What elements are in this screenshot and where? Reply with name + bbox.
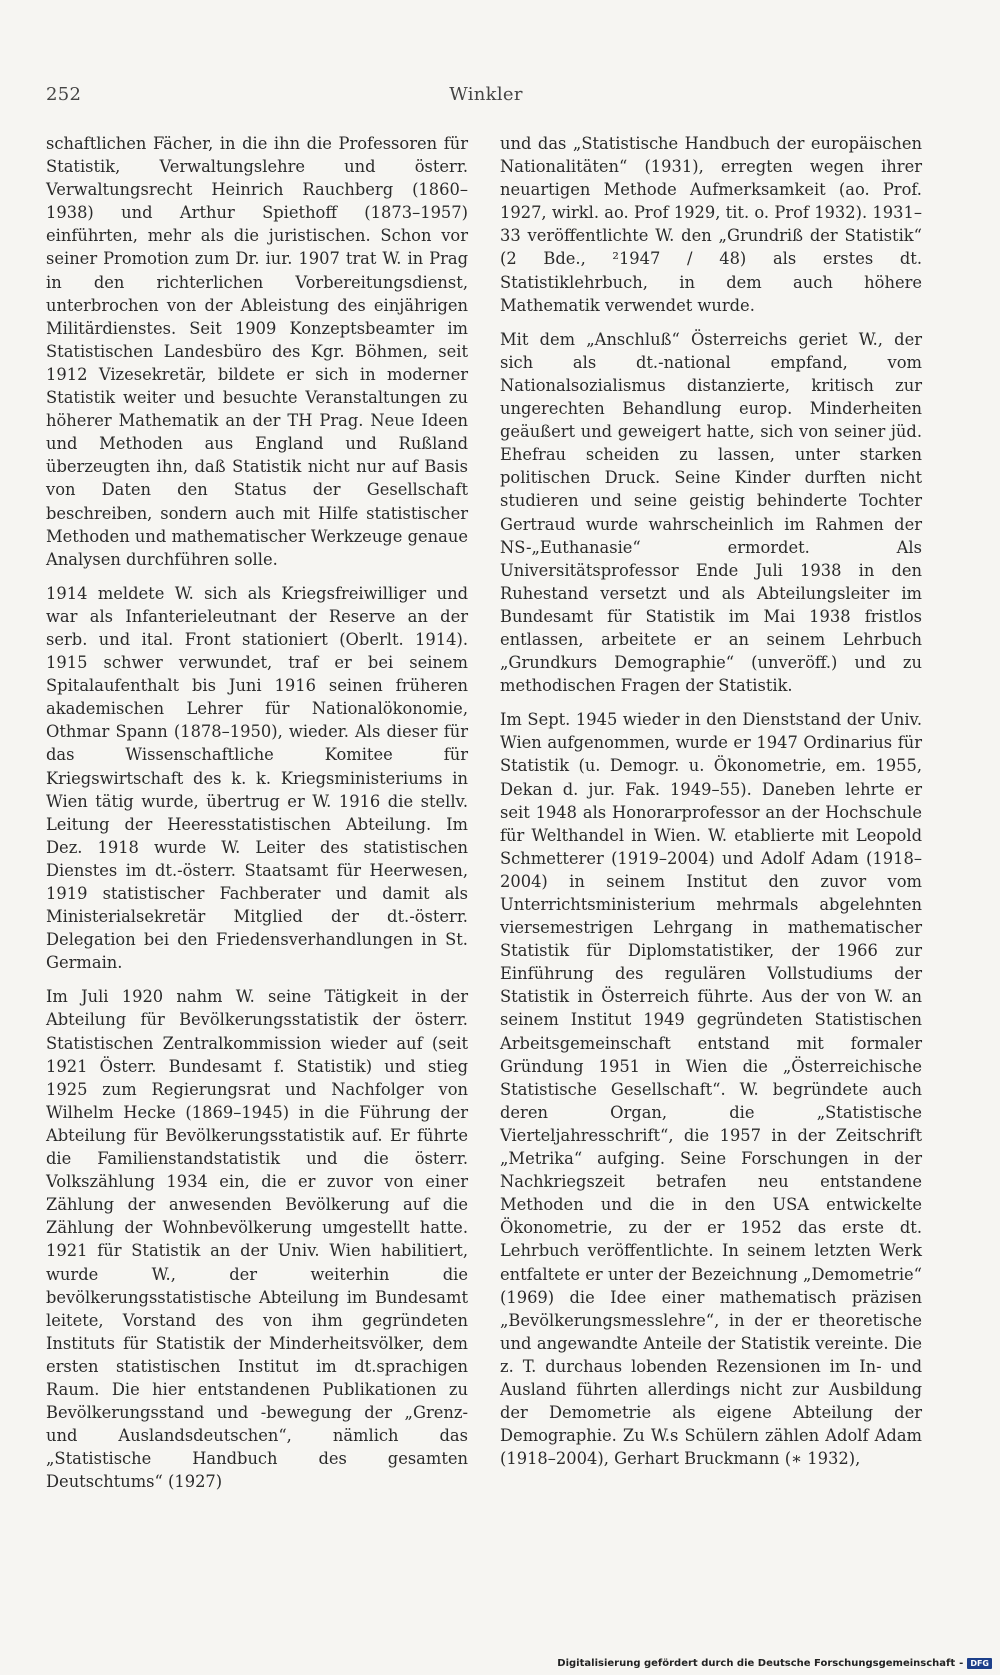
right-column xyxy=(500,132,922,1481)
page-header xyxy=(46,84,926,108)
paragraph: Im Sept. 1945 wieder in den Dienststand der Univ. Wien aufgenommen, wurde er 1947 Ordinarius für Statistik (u. Demogr. u. Ökonometrie, em. 1955, Dekan d. jur. Fak. 1949–55). Daneben lehrte er seit 1948 als Honorarprofessor an der Hochschule für Welthandel in Wien. W. etablierte mit Leopold Schmetterer (1919–2004) und Adolf Adam (1918–2004) in seinem Institut den zuvor vom Unterrichtsministerium mehrmals abgelehnten viersemestrigen Lehrgang in mathematischer Statistik für Diplomstatistiker, der 1966 zur Einführung des regulären Vollstudiums der Statistik in Österreich führte. Aus der von W. an seinem Institut 1949 gegründeten Statistischen Arbeitsgemeinschaft entstand mit formaler Gründung 1951 in Wien die „Österreichische Statistische Gesellschaft“. W. begründete auch deren Organ, die „Statistische Vierteljahresschrift“, die 1957 in der Zeitschrift „Metrika“ aufging. Seine Forschungen in der Nachkriegszeit betrafen neu entstandene Methoden und die in den USA entwickelte Ökonometrie, zu der er 1952 das erste dt. Lehrbuch veröffentlichte. In seinem letzten Werk entfaltete er unter der Bezeichnung „Demometrie“ (1969) die Idee einer mathematisch präzisen „Bevölkerungsmesslehre“, in der er theoretische und angewandte Anteile der Statistik vereinte. Die z. T. durchaus lobenden Rezensionen im In- und Ausland führten allerdings nicht zur Ausbildung der Demometrie als eigene Abteilung der Demographie. Zu W.s Schülern zählen Adolf Adam (1918–2004), Gerhart Bruckmann (∗ 1932), xyxy=(500,710,922,1469)
left-column xyxy=(46,132,468,1504)
page-number: 252 xyxy=(46,84,82,105)
footer-text: Digitalisierung gefördert durch die Deutsche Forschungsgemeinschaft xyxy=(557,1658,956,1669)
digitization-footer: Digitalisierung gefördert durch die Deutsche Forschungsgemeinschaft - DFG xyxy=(557,1658,992,1669)
paragraph: 1914 meldete W. sich als Kriegsfreiwilliger und war als Infanterieleutnant der Reserve an der serb. und ital. Front stationiert (Oberlt. 1914). 1915 schwer verwundet, traf er bei seinem Spitalaufenthalt bis Juni 1916 seinen früheren akademischen Lehrer für Nationalökonomie, Othmar Spann (1878–1950), wieder. Als dieser für das Wissenschaftliche Komitee für Kriegswirtschaft des k. k. Kriegsministeriums in Wien tätig wurde, übertrug er W. 1916 die stellv. Leitung der Heeresstatistischen Abteilung. Im Dez. 1918 wurde W. Leiter des statistischen Dienstes im dt.-österr. Staatsamt für Heerwesen, 1919 statistischer Fachberater und damit als Ministerialsekretär Mitglied der dt.-österr. Delegation bei den Friedensverhandlungen in St. Germain. xyxy=(46,583,468,973)
paragraph: Im Juli 1920 nahm W. seine Tätigkeit in der Abteilung für Bevölkerungsstatistik der österr. Statistischen Zentralkommission wieder auf (seit 1921 Österr. Bundesamt f. Statistik) und stieg 1925 zum Regierungsrat und Nachfolger von Wilhelm Hecke (1869–1945) in die Führung der Abteilung für Bevölkerungsstatistik auf. Er führte die Familienstandstatistik und die österr. Volkszählung 1934 ein, die er zuvor von einer Zählung der anwesenden Bevölkerung auf die Zählung der Wohnbevölkerung umgestellt hatte. 1921 für Statistik an der Univ. Wien habilitiert, wurde W., der weiterhin die bevölkerungsstatistische Abteilung im Bundesamt leitete, Vorstand des von ihm gegründeten Instituts für Statistik der Minderheitsvölker, dem ersten statistischen Institut im dt.sprachigen Raum. Die hier entstandenen Publikationen zu Bevölkerungsstand und -bewegung der „Grenz- und Auslandsdeutschen“, nämlich das „Statistische Handbuch des gesamten Deutschtums“ (1927) xyxy=(46,987,468,1492)
paragraph: Mit dem „Anschluß“ Österreichs geriet W., der sich als dt.-national empfand, vom Nationalsozialismus distanzierte, kritisch zur ungerechten Behandlung europ. Minderheiten geäußert und geweigert hatte, sich von seiner jüd. Ehefrau scheiden zu lassen, unter starken politischen Druck. Seine Kinder durften nicht studieren und seine geistig behinderte Tochter Gertraud wurde wahrscheinlich im Rahmen der NS-„Euthanasie“ ermordet. Als Universitätsprofessor Ende Juli 1938 in den Ruhestand versetzt und als Abteilungsleiter im Bundesamt für Statistik im Mai 1938 fristlos entlassen, arbeitete er an seinem Lehrbuch „Grundkurs Demographie“ (unveröff.) und zu methodischen Fragen der Statistik. xyxy=(500,329,922,696)
paragraph: schaftlichen Fächer, in die ihn die Professoren für Statistik, Verwaltungslehre und österr. Verwaltungsrecht Heinrich Rauchberg (1860–1938) und Arthur Spiethoff (1873–1957) einführten, mehr als die juristischen. Schon vor seiner Promotion zum Dr. iur. 1907 trat W. in Prag in den richterlichen Vorbereitungsdienst, unterbrochen von der Ableistung des einjährigen Militärdienstes. Seit 1909 Konzeptsbeamter im Statistischen Landesbüro des Kgr. Böhmen, seit 1912 Vizesekretär, bildete er sich in moderner Statistik weiter und besuchte Veranstaltungen zu höherer Mathematik an der TH Prag. Neue Ideen und Methoden aus England und Rußland überzeugten ihn, daß Statistik nicht nur auf Basis von Daten den Status der Gesellschaft beschreiben, sondern auch mit Hilfe statistischer Methoden und mathematischer Werkzeuge genaue Analysen durchführen solle. xyxy=(46,134,468,569)
running-head: Winkler xyxy=(449,84,523,105)
dfg-logo-icon: DFG xyxy=(967,1658,992,1669)
paragraph: und das „Statistische Handbuch der europäischen Nationalitäten“ (1931), erregten wegen ihrer neuartigen Methode Aufmerksamkeit (ao. Prof. 1927, wirkl. ao. Prof 1929, tit. o. Prof 1932). 1931–33 veröffentlichte W. den „Grundriß der Statistik“ (2 Bde., ²1947 / 48) als erstes dt. Statistiklehrbuch, in dem auch höhere Mathematik verwendet wurde. xyxy=(500,134,922,315)
